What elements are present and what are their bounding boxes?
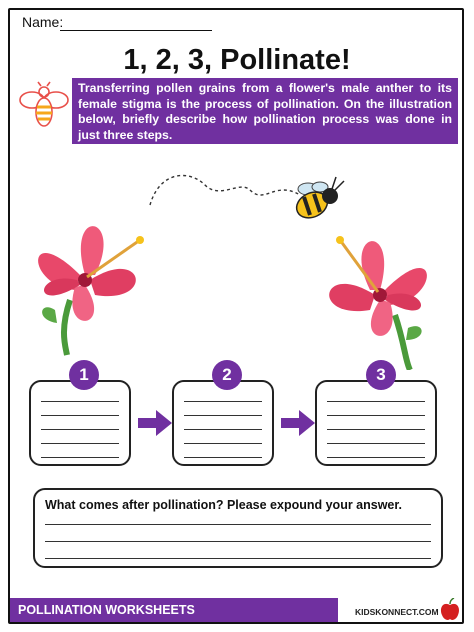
intro-instructions: Transferring pollen grains from a flower's male anther to its female stigma is the process of pollination. On the illustration below, briefly describe how pollination process was done in just three steps. [72,78,458,144]
footer-site: KIDSKONNECT.COM [355,607,439,617]
question-answer-box[interactable] [33,488,443,568]
step-3-number: 3 [366,360,396,390]
bee-icon [16,80,72,134]
bee-icon [292,177,344,223]
step-1-answer-box[interactable] [29,380,131,466]
name-field[interactable] [60,30,212,31]
apple-logo-icon [439,598,461,622]
step-1-number: 1 [69,360,99,390]
arrow-right-icon [281,410,315,436]
arrow-right-icon [138,410,172,436]
footer-title: POLLINATION WORKSHEETS [18,603,195,617]
hibiscus-flower-icon [329,236,427,370]
pollination-illustration [0,150,474,370]
name-label: Name: [22,14,64,30]
step-2-answer-box[interactable] [172,380,274,466]
question-text: What comes after pollination? Please expound your answer. [45,498,403,512]
bee-flight-path [150,175,300,205]
step-2-number: 2 [212,360,242,390]
page-title: 1, 2, 3, Pollinate! [123,44,351,76]
step-3-answer-box[interactable] [315,380,437,466]
hibiscus-flower-icon [38,226,144,355]
